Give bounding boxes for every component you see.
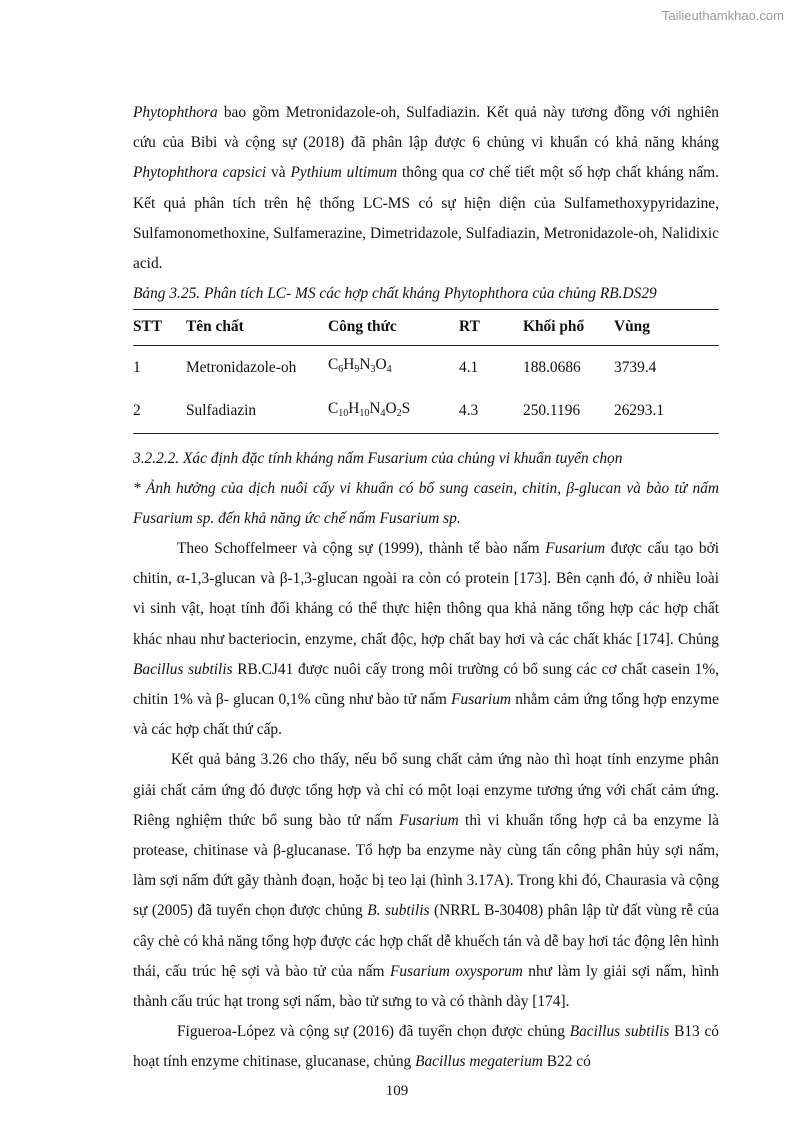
table-row	[133, 390, 719, 434]
header-name: Tên chất	[186, 310, 328, 346]
page-number: 109	[385, 1083, 409, 1099]
watermark: Tailieuthamkhao.com	[661, 8, 784, 23]
body-paragraph-2: Kết quả bảng 3.26 cho thấy, nếu bổ sung chất cảm ứng nào thì hoạt tính enzyme phân giải chất cảm ứng đó được tổng hợp và chỉ có một loại enzyme tương ứng với chất cảm ứng. Riêng nghiệm thức bổ sung bào tử nấm Fusarium thì vi khuẩn tổng hợp cả ba enzyme là protease, chitinase và β-glucanase. Tổ hợp ba enzyme này cùng tấn công phân hủy sợi nấm, làm sợi nấm đứt gãy thành đoạn, hoặc bị teo lại (hình 3.17A). Trong khi đó, Chaurasia và cộng sự (2005) đã tuyển chọn được chủng B. subtilis (NRRL B-30408) phân lập từ đất vùng rễ của cây chè có khả năng tổng hợp được các hợp chất dễ khuếch tán và dễ bay hơi tác động lên hình thái, cấu trúc hệ sợi và bào tử của nấm Fusarium oxysporum như làm ly giải sợi nấm, hình thành cấu trúc hạt trong sợi nấm, bào tử sưng to và có thành dày [174].	[133, 751, 719, 1011]
cell-stt: 1	[133, 358, 141, 376]
cell-formula: $C_{10}H_{10}N_4O_2S$	[328, 390, 459, 434]
lcms-table	[133, 309, 719, 434]
cell-mass: 250.1196	[523, 390, 614, 434]
section-heading: 3.2.2.2. Xác định đặc tính kháng nấm Fusarium của chủng vi khuẩn tuyển chọn	[133, 449, 623, 467]
cell-name: Sulfadiazin	[186, 390, 328, 434]
intro-paragraph: Phytophthora bao gồm Metronidazole-oh, Sulfadiazin. Kết quả này tương đồng với nghiên cứu của Bibi và cộng sự (2018) đã phân lập được 6 chủng vi khuẩn có khả năng kháng Phytophthora capsici và Pythium ultimum thông qua cơ chế tiết một số hợp chất kháng nấm. Kết quả phân tích trên hệ thống LC-MS có sự hiện diện của Sulfamethoxypyridazine, Sulfamonomethoxine, Sulfamerazine, Dimetridazole, Sulfadiazin, Metronidazole-oh, Nalidixic acid.	[133, 104, 719, 273]
cell-area: 3739.4	[614, 358, 657, 376]
header-formula: Công thức	[328, 310, 459, 346]
body-paragraph-3: Figueroa-López và cộng sự (2016) đã tuyển chọn được chủng Bacillus subtilis B13 có hoạt tính enzyme chitinase, glucanase, chủng Bacillus megaterium B22 có	[133, 1023, 719, 1071]
cell-name: Metronidazole-oh	[186, 358, 297, 376]
cell-rt: 4.1	[459, 358, 479, 376]
sub-heading: * Ảnh hưởng của dịch nuôi cấy vi khuẩn có bổ sung casein, chitin, β-glucan và bào tử nấm Fusarium sp. đến khả năng ức chế nấm Fusarium sp.	[133, 480, 719, 528]
cell-area: 26293.1	[614, 390, 719, 434]
header-mass: Khối phổ	[523, 310, 614, 346]
cell-stt: 2	[133, 390, 186, 434]
header-rt: RT	[459, 310, 523, 346]
header-area: Vùng	[614, 310, 719, 346]
header-stt: STT	[133, 310, 186, 346]
cell-mass: 188.0686	[523, 358, 581, 376]
table-header-row	[133, 310, 719, 346]
table-row	[133, 346, 719, 390]
cell-rt: 4.3	[459, 390, 523, 434]
body-paragraph-1: Theo Schoffelmeer và cộng sự (1999), thành tế bào nấm Fusarium được cấu tạo bởi chitin, α-1,3-glucan và β-1,3-glucan ngoài ra còn có protein [173]. Bên cạnh đó, ở nhiều loài vi sinh vật, hoạt tính đối kháng có thể thực hiện thông qua khả năng tổng hợp các hợp chất khác nhau như bacteriocin, enzyme, chất độc, hợp chất bay hơi và các chất khác [174]. Chủng Bacillus subtilis RB.CJ41 được nuôi cấy trong môi trường có bổ sung các cơ chất casein 1%, chitin 1% và β- glucan 0,1% cũng như bào tử nấm Fusarium nhằm cảm ứng tổng hợp enzyme và các hợp chất thứ cấp.	[133, 540, 720, 739]
page-content	[133, 98, 719, 1078]
table-caption-text: Bảng 3.25. Phân tích LC- MS các hợp chất kháng Phytophthora của chủng RB.DS29	[133, 285, 657, 303]
cell-formula: $C_6H_9N_3O_4$	[328, 356, 392, 376]
table-caption	[133, 281, 719, 307]
